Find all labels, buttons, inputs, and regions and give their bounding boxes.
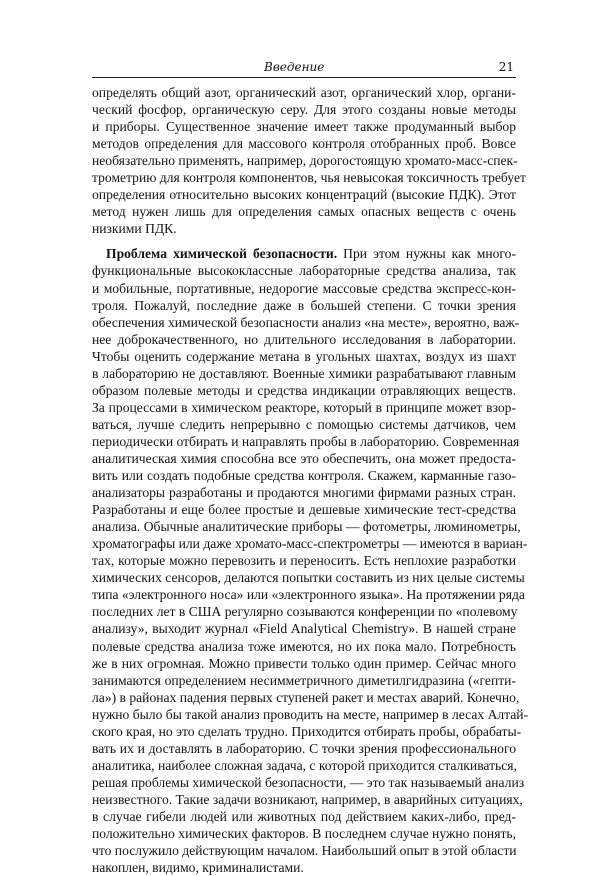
text-line: анализа. Обычные аналитические приборы — фотометры, люминометры, — [92, 519, 521, 535]
text-line: аналитическая химия способна все это обеспечить, она может предоста- — [92, 450, 516, 466]
text-line: неизвестного. Такие задачи возникают, например, в аварийных ситуациях, — [92, 791, 523, 807]
text-line: в случае гибели людей или животных под действием каких-либо, пред- — [92, 808, 516, 824]
text-line: полевые средства анализа тоже имеются, но их пока мало. Потребность — [92, 638, 516, 654]
text-line: За процессами в химическом реакторе, который в принципе может взор- — [92, 399, 516, 415]
text-line: решая проблемы химической безопасности, — это так называемый анализ — [92, 774, 525, 790]
text-line — [92, 245, 516, 262]
text-line: аналитика, наиболее сложная задача, с которой приходится сталкиваться, — [92, 757, 517, 773]
running-title: Введение — [264, 60, 325, 74]
text-line: образом полевые методы и средства индикации отравляющих веществ. — [92, 382, 516, 398]
text-line: нужно было бы такой анализ проводить на месте, например в лесах Алтай- — [92, 706, 529, 722]
text-line: и мобильные, портативные, недорогие массовые средства экспресс-кон- — [92, 280, 516, 296]
text-line: последних лет в США регулярно созываются конференции по «полевому — [92, 604, 518, 620]
text-line: методов определения для массового контроля отобранных проб. Вовсе — [92, 136, 516, 152]
text-line: троля. Пожалуй, последние даже в большей степени. С точки зрения — [92, 297, 516, 313]
text-line: и приборы. Существенное значение имеет также продуманный выбор — [92, 119, 516, 135]
text-line: занимаются определением несимметричного диметилгидразина («гепти- — [92, 672, 516, 688]
text-line: химических сенсоров, делаются попытки составить из них целые системы — [92, 570, 525, 586]
book-page — [92, 56, 529, 876]
page-number: 21 — [498, 60, 514, 74]
text-line: трометрию для контроля компонентов, чья невысокая токсичность требует — [92, 170, 526, 186]
text-line: в лабораторию не доставляют. Военные химики разрабатывают главным — [92, 365, 516, 381]
text-line: типа «электронного носа» или «электронного языка». На протяжении ряда — [92, 587, 525, 603]
section-heading: Проблема химической безопасности. — [106, 246, 338, 262]
text-line: ваться, лучше следить непрерывно с помощью системы датчиков, чем — [92, 416, 516, 432]
text-line: определять общий азот, органический азот, органический хлор, органи- — [92, 85, 516, 100]
text-line: что послужило действующим началом. Наибольший опыт в этой области — [92, 843, 517, 859]
text-line: необязательно применять, например, дорогостоящую хромато-масс-спек- — [92, 153, 518, 169]
text-line: накоплен, видимо, криминалистами. — [92, 860, 304, 876]
text-line: тах, которые можно перевозить и переносить. Есть неплохие разработки — [92, 553, 516, 569]
text-line: периодически отбирать и направлять пробы в лабораторию. Современная — [92, 433, 520, 449]
text-line: хроматографы или даже хромато-масс-спектрометры — имеются в вариан- — [92, 536, 528, 552]
text-line: ла») в районах падения первых ступеней ракет и местах аварий. Конечно, — [92, 689, 520, 705]
running-header — [92, 56, 516, 78]
text-line: положительно химических факторов. В последнем случае нужно понять, — [92, 826, 516, 842]
body-text — [92, 84, 529, 876]
heading-line-rest: При этом нужны как много- — [343, 246, 516, 262]
text-line: анализу», выходит журнал «Field Analytical Chemistry». В нашей стране — [92, 621, 516, 637]
text-line: вить или создать подобные средства контроля. Скажем, карманные газо- — [92, 468, 516, 484]
text-line: вать их и доставлять в лабораторию. С точки зрения профессионального — [92, 740, 516, 756]
text-line: метод нужен лишь для определения самых опасных веществ с очень — [92, 204, 516, 220]
text-line: ческий фосфор, органическую серу. Для этого созданы новые методы — [92, 102, 516, 118]
text-line: нее доброкачественного, но длительного исследования в лаборатории. — [92, 331, 516, 347]
text-line: ского края, но это сделать трудно. Приходится отбирать пробы, обрабаты- — [92, 723, 522, 739]
text-line: же в них огромная. Можно привести только один пример. Сейчас много — [92, 655, 516, 671]
text-line: анализаторы разработаны и продаются многими фирмами разных стран. — [92, 485, 516, 501]
text-line: обеспечения химической безопасности анализ «на месте», вероятно, важ- — [92, 314, 520, 330]
text-line: функциональные высококлассные лабораторные средства анализа, так — [92, 263, 516, 279]
text-line: Разработаны и еще более простые и дешевые химические тест-средства — [92, 502, 516, 518]
paragraph-2 — [92, 245, 529, 876]
text-line: низкими ПДК. — [92, 221, 177, 237]
text-line: определения относительно высоких концентраций (высокие ПДК). Этот — [92, 187, 516, 203]
text-line: Чтобы оценить содержание метана в угольных шахтах, воздух из шахт — [92, 348, 516, 364]
paragraph-1 — [92, 84, 526, 237]
paragraph-gap — [92, 237, 516, 245]
